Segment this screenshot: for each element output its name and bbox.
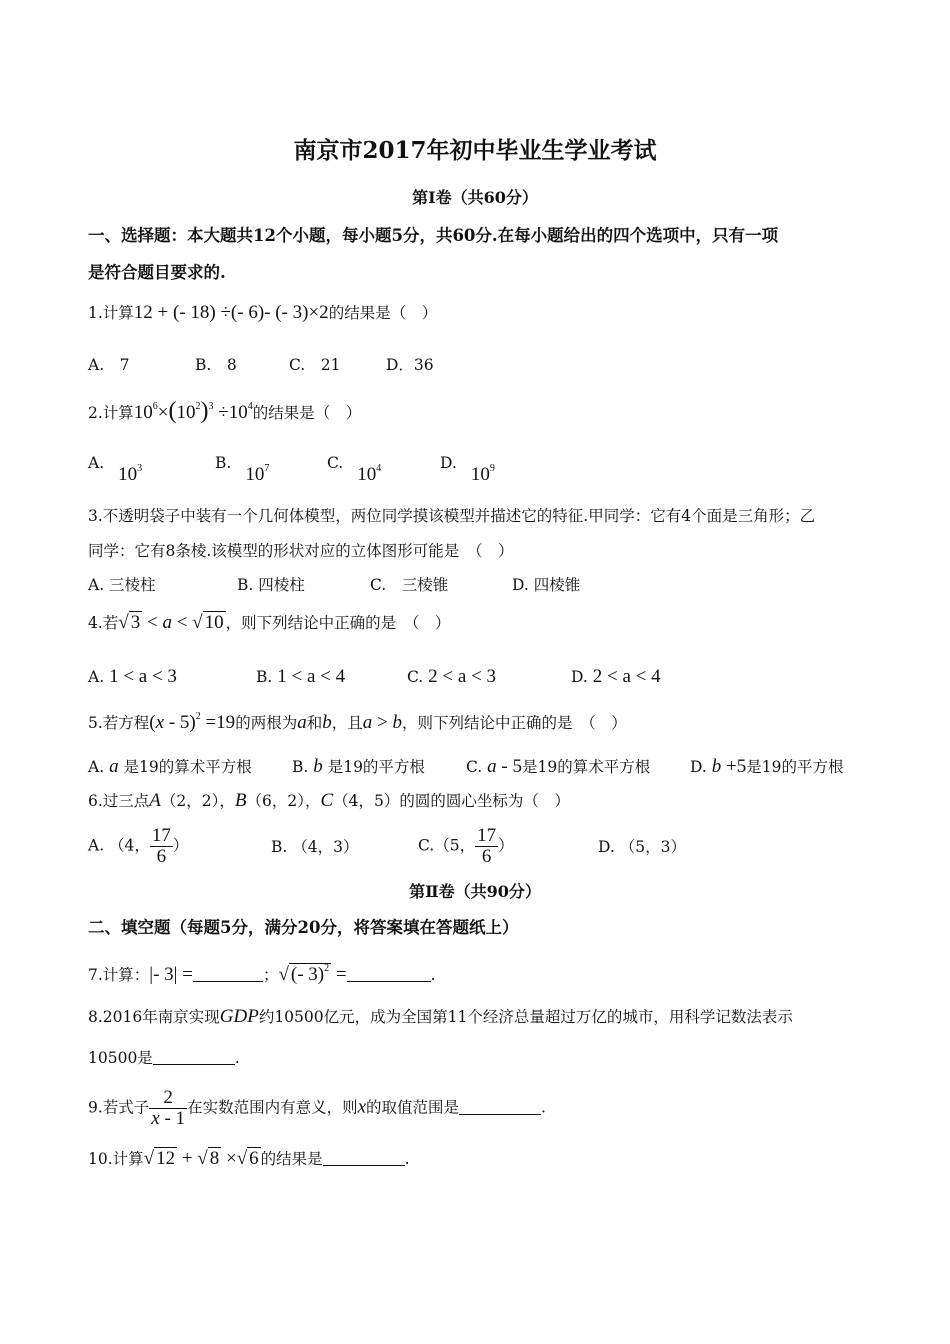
q1-suffix: 的结果是（ ） bbox=[328, 304, 438, 322]
question-8-line1: 8.2016年南京实现GDP约10500亿元，成为全国第11个经济总量超过万亿的城市，用科学记数法表示 bbox=[88, 1006, 793, 1027]
q2-option-d: $D.10^9$ bbox=[440, 454, 495, 485]
q4-prefix: 4.若 bbox=[88, 614, 119, 632]
q2-expression: $10^6\times(10^2)^3 \div 10^4$ bbox=[133, 398, 253, 424]
q4-option-d: D. 2 < a < 4 bbox=[571, 666, 661, 687]
q6-option-c: C.（5， $\frac{17}{6}$ ） bbox=[418, 825, 514, 867]
q1-expression: 12 + (- 18) ÷(- 6)- (- 3)×2 bbox=[133, 302, 329, 323]
q3-option-b: B. 四棱柱 bbox=[237, 576, 305, 594]
q2-option-b: $B.10^7$ bbox=[215, 454, 270, 485]
question-8-line2: 10500是 . bbox=[88, 1049, 240, 1067]
q5-option-b: B. b 是19的平方根 bbox=[292, 756, 425, 777]
q4-option-c: C. 2 < a < 3 bbox=[407, 666, 497, 687]
question-6: 6.过三点A（2，2），B（6，2），C（4，5）的圆的圆心坐标为（ ） bbox=[88, 790, 570, 811]
part2-heading: 第Ⅱ卷（共90分） bbox=[409, 882, 541, 901]
question-1 bbox=[88, 302, 437, 324]
part1-heading: 第Ⅰ卷（共60分） bbox=[412, 188, 538, 207]
q1-prefix: 1.计算 bbox=[88, 304, 134, 322]
question-3-line1: 3.不透明袋子中装有一个几何体模型，两位同学摸该模型并描述它的特征.甲同学：它有4个面是三角形；乙 bbox=[88, 507, 816, 525]
q2-prefix: 2.计算 bbox=[88, 404, 134, 422]
q4-expression: √ 3 < a < √ 10 bbox=[118, 612, 224, 633]
q7-blank-1[interactable] bbox=[193, 967, 263, 982]
q2-option-c: $C.10^4$ bbox=[327, 454, 382, 485]
q2-option-a: $A.10^3$ bbox=[88, 454, 143, 485]
q9-blank[interactable] bbox=[459, 1100, 541, 1115]
q4-suffix: ，则下列结论中正确的是 （ ） bbox=[225, 614, 451, 632]
q2-suffix: 的结果是（ ） bbox=[252, 404, 362, 422]
q5-option-c: C. a - 5是19的算术平方根 bbox=[466, 756, 651, 777]
q6-option-d: D. （5，3） bbox=[598, 838, 686, 856]
q3-option-c: C. 三棱锥 bbox=[370, 576, 449, 594]
q4-option-b: B. 1 < a < 4 bbox=[256, 666, 346, 687]
question-2 bbox=[88, 396, 361, 424]
q5-option-d: D. b +5是19的平方根 bbox=[690, 756, 844, 777]
q1-option-a: A. 7 bbox=[88, 356, 130, 374]
q4-option-a: A. 1 < a < 3 bbox=[88, 666, 177, 687]
section1-line2: 是符合题目要求的. bbox=[88, 263, 226, 282]
section2-heading: 二、填空题（每题5分，满分20分，将答案填在答题纸上） bbox=[88, 918, 519, 937]
q8-blank[interactable] bbox=[153, 1050, 235, 1065]
q3-option-d: D. 四棱锥 bbox=[512, 576, 581, 594]
q3-option-a: A. 三棱柱 bbox=[88, 576, 156, 594]
page-title: 南京市2017年初中毕业生学业考试 bbox=[293, 137, 657, 164]
q6-option-b: B. （4，3） bbox=[271, 838, 359, 856]
q5-option-a: A. a 是19的算术平方根 bbox=[88, 756, 252, 777]
q5-equation: (x - 5)$^2$ =19 bbox=[149, 711, 236, 733]
question-5: 5.若方程(x - 5)$^2$ =19的两根为a和b，且a > b，则下列结论中正确的是 （ ） bbox=[88, 711, 627, 733]
q1-option-d: D．36 bbox=[386, 356, 434, 374]
q6-option-a: A. （4， $\frac{17}{6}$ ） bbox=[88, 825, 189, 867]
section1-line1: 一、选择题：本大题共12个小题，每小题5分，共60分.在每小题给出的四个选项中，只有一项 bbox=[88, 226, 779, 245]
q1-option-c: C. 21 bbox=[289, 356, 341, 374]
q10-blank[interactable] bbox=[323, 1151, 405, 1166]
question-7: 7.计算：|- 3| = ；√ (- 3)$^2$ = . bbox=[88, 963, 436, 985]
question-3-line2: 同学：它有8条棱.该模型的形状对应的立体图形可能是 （ ） bbox=[88, 542, 514, 560]
question-10: 10.计算√ 12 + √ 8 ×√ 6 的结果是 . bbox=[88, 1148, 410, 1169]
question-4 bbox=[88, 612, 450, 634]
q7-blank-2[interactable] bbox=[347, 967, 431, 982]
q1-option-b: B. 8 bbox=[195, 356, 237, 374]
question-9: 9.若式子 $\frac{2}{x - 1}$ 在实数范围内有意义，则x的取值范围是 . bbox=[88, 1087, 546, 1129]
